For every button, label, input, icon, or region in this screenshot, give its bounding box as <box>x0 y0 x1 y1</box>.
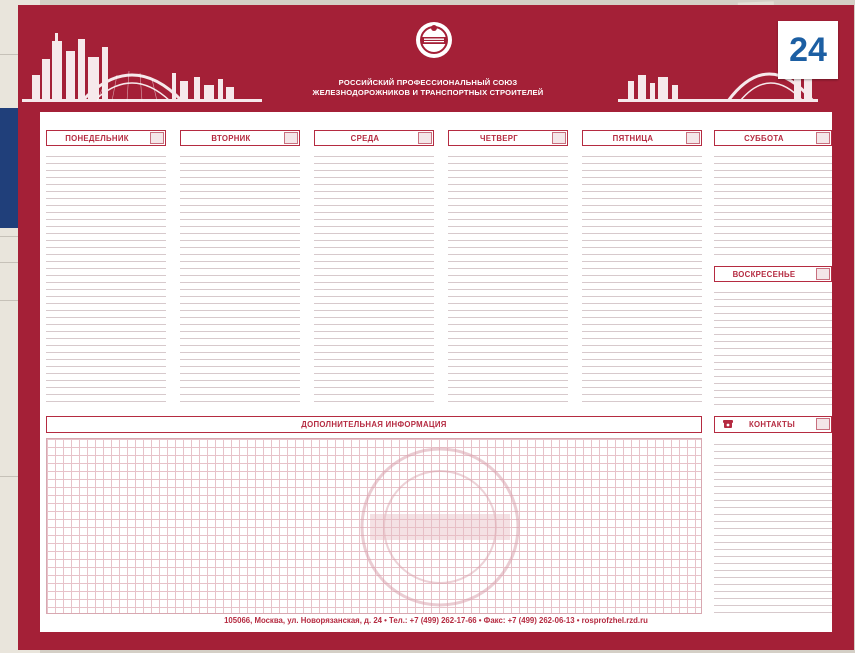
day-checkbox <box>150 132 164 144</box>
notes-lines-thursday[interactable] <box>448 150 568 408</box>
day-checkbox <box>418 132 432 144</box>
contacts-checkbox <box>816 418 830 430</box>
day-label: ПОНЕДЕЛЬНИК <box>65 134 129 143</box>
day-label: ПЯТНИЦА <box>612 134 654 143</box>
contacts-lines[interactable] <box>714 438 832 614</box>
phone-icon <box>723 420 733 429</box>
day-header-wednesday <box>314 130 434 146</box>
union-name-line-2: ЖЕЛЕЗНОДОРОЖНИКОВ И ТРАНСПОРТНЫХ СТРОИТЕЛЕЙ <box>312 88 544 97</box>
notes-lines-monday[interactable] <box>46 150 166 408</box>
skyline-left-illustration <box>22 19 262 111</box>
notes-lines-sunday[interactable] <box>714 286 832 408</box>
day-label: ВТОРНИК <box>211 134 251 143</box>
day-checkbox <box>816 268 830 280</box>
union-name-line-1: РОССИЙСКИЙ ПРОФЕССИОНАЛЬНЫЙ СОЮЗ <box>338 78 518 87</box>
day-header-monday <box>46 130 166 146</box>
notes-lines-saturday[interactable] <box>714 150 832 260</box>
notes-lines-friday[interactable] <box>582 150 702 408</box>
notes-lines-wednesday[interactable] <box>314 150 434 408</box>
union-emblem-logo <box>414 19 454 61</box>
date-tab: 24 <box>778 21 838 79</box>
day-label: СУББОТА <box>744 134 784 143</box>
day-header-sunday <box>714 266 832 282</box>
day-checkbox <box>686 132 700 144</box>
planner-sheet <box>40 112 832 632</box>
day-checkbox <box>552 132 566 144</box>
day-header-thursday <box>448 130 568 146</box>
day-header-saturday <box>714 130 832 146</box>
desk-planner <box>18 5 854 650</box>
contacts-header <box>714 416 832 433</box>
emblem-watermark <box>340 442 540 612</box>
additional-info-label: ДОПОЛНИТЕЛЬНАЯ ИНФОРМАЦИЯ <box>301 420 447 429</box>
day-checkbox <box>816 132 830 144</box>
day-header-friday <box>582 130 702 146</box>
day-label: ЧЕТВЕРГ <box>480 134 518 143</box>
contacts-label: КОНТАКТЫ <box>748 420 796 429</box>
footer-address: 105066, Москва, ул. Новорязанская, д. 24 • Тел.: +7 (499) 262-17-66 • Факс: +7 (499) 262-06-13 • rosprofzhel.rzd.ru <box>224 616 648 625</box>
notes-lines-tuesday[interactable] <box>180 150 300 408</box>
additional-info-header <box>46 416 702 433</box>
day-label: СРЕДА <box>350 134 380 143</box>
day-label: ВОСКРЕСЕНЬЕ <box>732 270 796 279</box>
day-checkbox <box>284 132 298 144</box>
day-header-tuesday <box>180 130 300 146</box>
